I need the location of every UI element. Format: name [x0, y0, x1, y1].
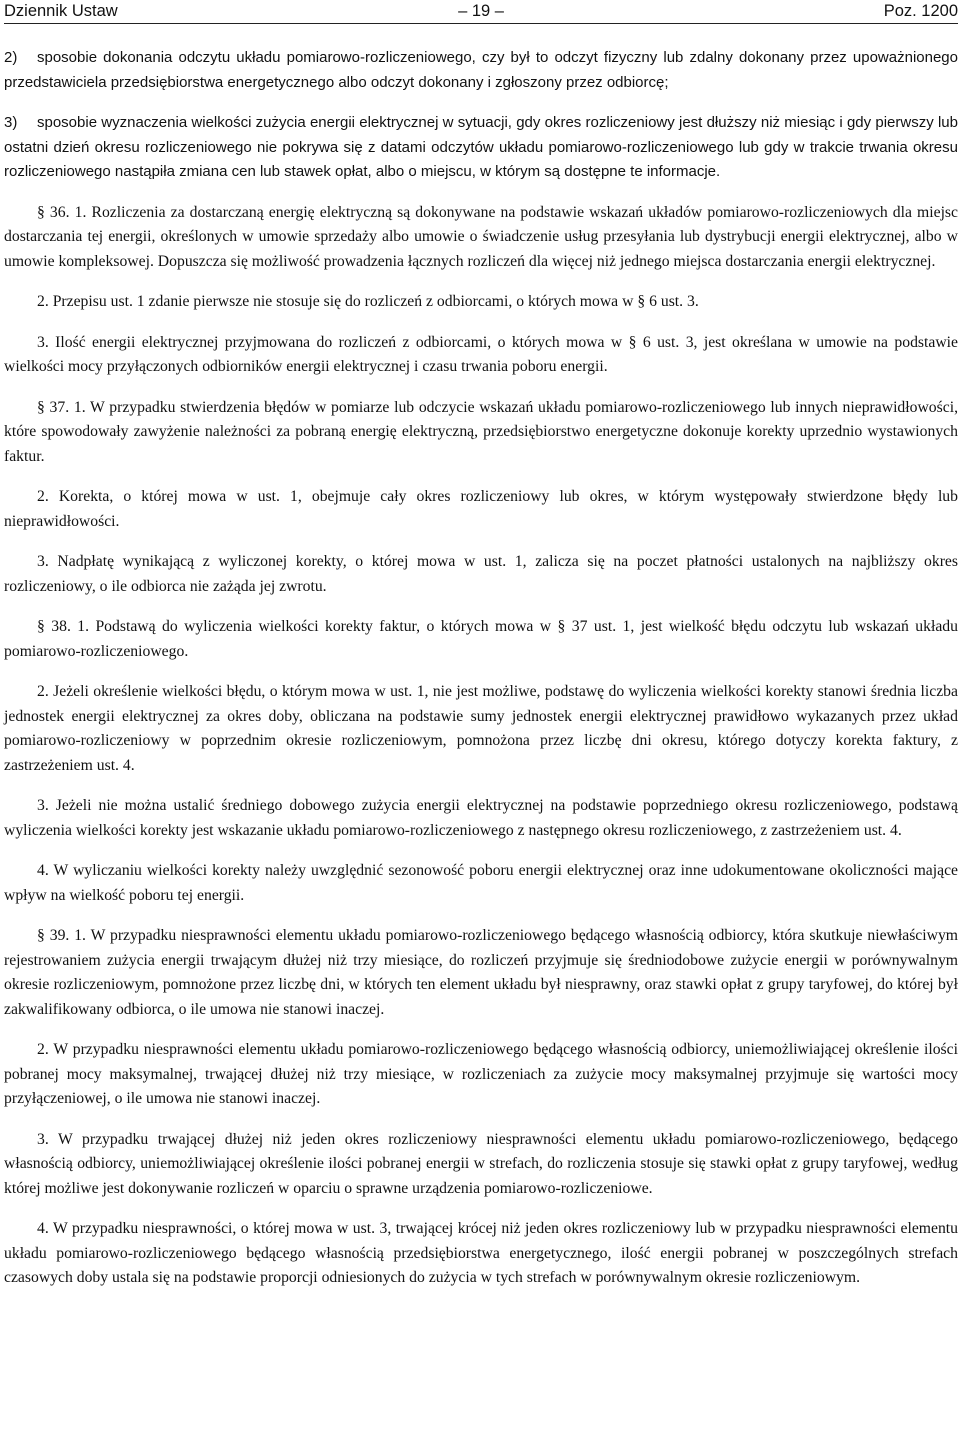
paragraph-37-2: 2. Korekta, o której mowa w ust. 1, obejmuje cały okres rozliczeniowy lub okres, w którym występowały stwierdzone błędy lub nieprawidłowości. — [4, 488, 958, 530]
paragraph-39-2: 2. W przypadku niesprawności elementu układu pomiarowo-rozliczeniowego będącego własnością odbiorcy, uniemożliwiającej określenie ilości pobranej mocy maksymalnej, trwającej dłużej niż trzy miesiące, w rozliczeniach za zużycie mocy maksymalnej przyjmuje się wartości mocy przyłączeniowej, o ile umowa nie stanowi inaczej. — [4, 1041, 958, 1107]
paragraph-38-3: 3. Jeżeli nie można ustalić średniego dobowego zużycia energii elektrycznej na podstawie poprzedniego okresu rozliczeniowego, podstawą wyliczenia wielkości korekty jest wskazanie układu pomiarowo-rozliczeniowego z następnego okresu rozliczeniowego, z zastrzeżeniem ust. 4. — [4, 797, 958, 839]
journal-title: Dziennik Ustaw — [4, 2, 118, 20]
paragraph-37-1: § 37. 1. W przypadku stwierdzenia błędów w pomiarze lub odczycie wskazań układu pomiarowo-rozliczeniowego lub innych nieprawidłowości, które spowodowały zawyżenie należności za pobraną energię elektryczną, przedsiębiorstwo energetyczne dokonuje korekty uprzednio wystawionych faktur. — [4, 398, 958, 465]
paragraph-37-3: 3. Nadpłatę wynikającą z wyliczonej korekty, o której mowa w ust. 1, zalicza się na poczet płatności ustalonych na najbliższy okres rozliczeniowy, o ile odbiorca nie zażąda jej zwrotu. — [4, 553, 958, 595]
page-header — [4, 0, 958, 24]
paragraph-36-1: § 36. 1. Rozliczenia za dostarczaną energię elektryczną są dokonywane na podstawie wskazań układów pomiarowo-rozliczeniowych dla miejsc dostarczania tej energii, określonych w umowie sprzedaży albo umowie o świadczenie usług przesyłania lub dystrybucji energii elektrycznej, albo w umowie kompleksowej. Dopuszcza się możliwość prowadzenia łącznych rozliczeń dla więcej niż jednego miejsca dostarczania energii elektrycznej. — [4, 203, 958, 270]
list-item — [4, 46, 958, 95]
position-number: Poz. 1200 — [883, 2, 958, 20]
list-item-text: sposobie dokonania odczytu układu pomiarowo-rozliczeniowego, czy był to odczyt fizyczny lub zdalny dokonany przez upoważnionego przedstawiciela przedsiębiorstwa energetycznego albo odczyt dokonany i zgłoszony przez odbiorcę; — [4, 49, 958, 91]
list-item-text: sposobie wyznaczenia wielkości zużycia energii elektrycznej w sytuacji, gdy okres rozliczeniowy jest dłuższy niż miesiąc i gdy pierwszy lub ostatni dzień okresu rozliczeniowego nie pokrywa się z datami odczytów układu pomiarowo-rozliczeniowego lub gdy w trakcie trwania okresu rozliczeniowego nastąpiła zmiana cen lub stawek opłat, albo o miejscu, w którym są dostępne te informacje. — [4, 114, 958, 180]
paragraph-39-4: 4. W przypadku niesprawności, o której mowa w ust. 3, trwającej krócej niż jeden okres rozliczeniowy lub w przypadku niesprawności elementu układu pomiarowo-rozliczeniowego będącego własnością przedsiębiorstwa energetycznego, ilość energii pobranej w poszczególnych strefach czasowych doby ustala się na podstawie proporcji odniesionych do zużycia w tych strefach w porównywalnym okresie rozliczeniowym. — [4, 1220, 958, 1286]
list-item-number: 3) — [4, 114, 18, 131]
list-item-number: 2) — [4, 49, 18, 66]
page-number: – 19 – — [458, 2, 504, 20]
document-body — [4, 46, 958, 1291]
paragraph-36-3: 3. Ilość energii elektrycznej przyjmowana do rozliczeń z odbiorcami, o których mowa w § 6 ust. 3, jest określana w umowie na podstawie wielkości mocy przyłączonych odbiorników energii elektrycznej i czasu trwania poboru energii. — [4, 333, 958, 375]
paragraph-36-2: 2. Przepisu ust. 1 zdanie pierwsze nie stosuje się do rozliczeń z odbiorcami, o których mowa w § 6 ust. 3. — [37, 293, 699, 310]
list-item — [4, 111, 958, 185]
document-page — [4, 0, 958, 1307]
paragraph-39-3: 3. W przypadku trwającej dłużej niż jeden okres rozliczeniowy niesprawności elementu układu pomiarowo-rozliczeniowego, będącego własnością odbiorcy, uniemożliwiającej określenie ilości pobranej energii w strefach, do rozliczenia stosuje się stawki opłat z grupy taryfowej, według której możliwe jest dokonywanie rozliczeń w oparciu o sprawne urządzenia pomiarowo-rozliczeniowe. — [4, 1130, 958, 1197]
paragraph-38-1: § 38. 1. Podstawą do wyliczenia wielkości korekty faktur, o których mowa w § 37 ust. 1, jest wielkość błędu odczytu lub wskazań układu pomiarowo-rozliczeniowego. — [4, 618, 958, 660]
paragraph-38-2: 2. Jeżeli określenie wielkości błędu, o którym mowa w ust. 1, nie jest możliwe, podstawę do wyliczenia wielkości korekty stanowi średnia liczba jednostek energii elektrycznej za okres doby, obliczana na podstawie sumy jednostek energii elektrycznej prawidłowo wykazanych przez układ pomiarowo-rozliczeniowy w poprzednim okresie rozliczeniowym, pomnożona przez liczbę dni okresu, którego dotyczy korekta faktury, z zastrzeżeniem ust. 4. — [4, 683, 958, 774]
paragraph-39-1: § 39. 1. W przypadku niesprawności elementu układu pomiarowo-rozliczeniowego będącego własnością odbiorcy, która skutkuje niewłaściwym rejestrowaniem zużycia energii trwającym dłużej niż trzy miesiące, do rozliczeń przyjmuje się średniodobowe zużycie energii w porównywalnym okresie rozliczeniowym, pomnożone przez liczbę dni, w których ten element układu był niesprawny, oraz stawki opłat z grupy taryfowej, do której był zakwalifikowany odbiorca, o ile umowa nie stanowi inaczej. — [4, 927, 958, 1018]
paragraph-38-4: 4. W wyliczaniu wielkości korekty należy uwzględnić sezonowość poboru energii elektrycznej oraz inne udokumentowane okoliczności mające wpływ na wielkość poboru tej energii. — [4, 862, 958, 904]
